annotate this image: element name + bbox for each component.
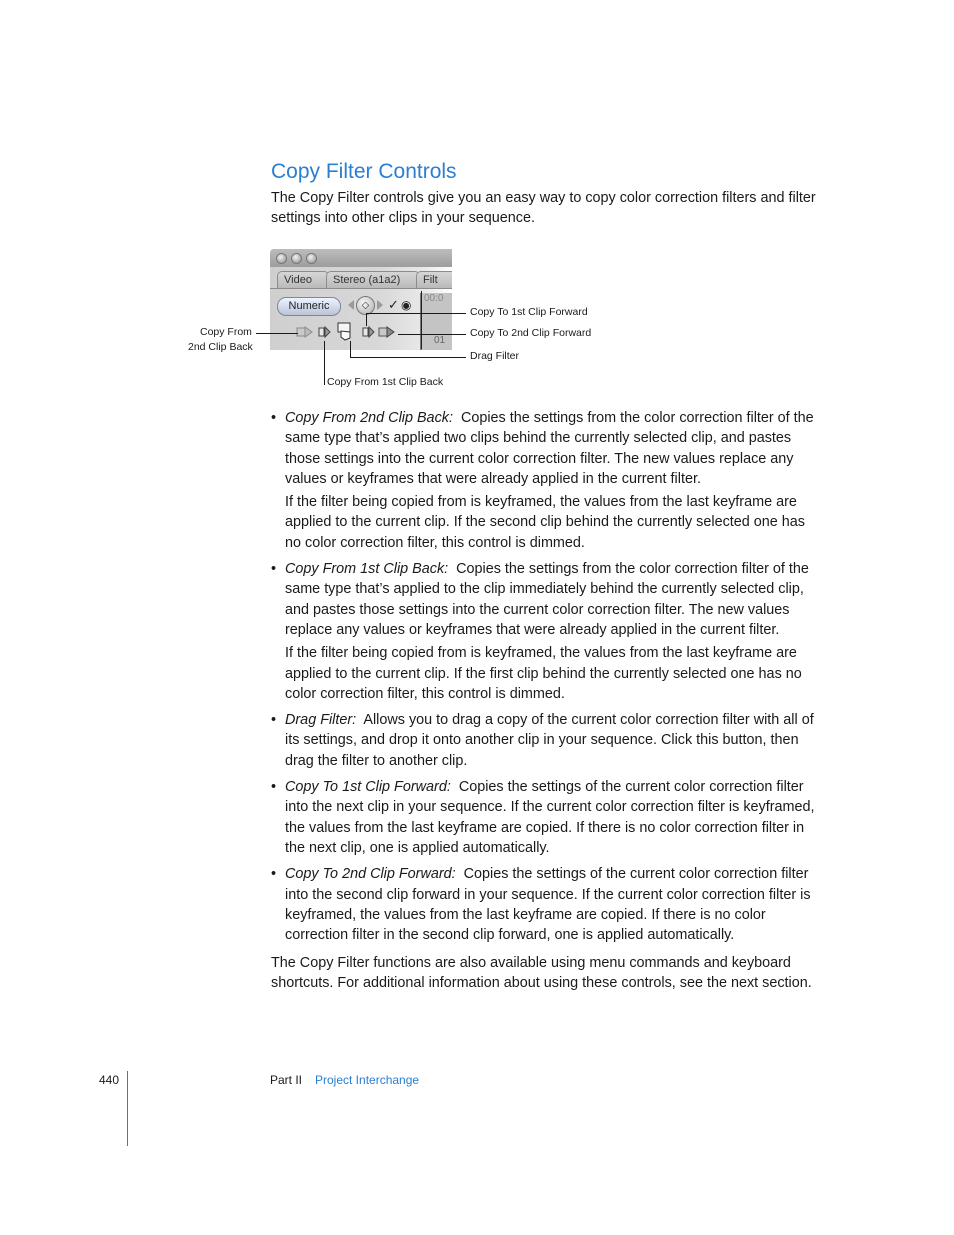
bullet-text: Copies the settings from the color correction filter of the same type that’s applied two clips behind the currently selected clip, and pastes those settings into the current color correction filter. The new values replace any values or keyframes that were already applied in the current filter. [285, 410, 814, 487]
leader-copy-to-1st-v [366, 313, 367, 326]
leader-drag-filter-v [350, 341, 351, 357]
callout-copy-from-2nd-line2: 2nd Clip Back [188, 341, 253, 353]
list-item [271, 559, 823, 704]
bullet-paragraph [285, 777, 823, 858]
bullet-term: Copy To 2nd Clip Forward: [285, 866, 456, 883]
section-heading: Copy Filter Controls [271, 160, 457, 183]
bullet-term: Copy From 2nd Clip Back: [285, 410, 453, 426]
list-item [271, 710, 823, 771]
bullet-paragraph [285, 710, 823, 771]
timecode-readout-2: 01 [434, 335, 446, 346]
bullet-glyph: • [271, 779, 277, 796]
bullet-term: Copy From 1st Clip Back: [285, 561, 449, 578]
bullet-term: Copy To 1st Clip Forward: [285, 779, 451, 796]
tab-stereo[interactable]: Stereo (a1a2) [326, 271, 420, 289]
closing-paragraph: The Copy Filter functions are also available using menu commands and keyboard shortcuts. For additional information about using these controls, see the next section. [271, 955, 812, 992]
leader-copy-to-1st-h [366, 313, 466, 314]
bullet-text: Allows you to drag a copy of the current color correction filter with all of its settings, and drop it onto another clip in your sequence. Click this button, then drag the filter to another clip. [285, 712, 814, 769]
callout-copy-from-1st: Copy From 1st Clip Back [327, 376, 444, 388]
playhead [421, 291, 422, 349]
callout-drag-filter: Drag Filter [470, 350, 520, 362]
leader-copy-to-2nd [398, 334, 466, 335]
leader-drag-filter-h [350, 357, 466, 358]
bullet-term: Drag Filter: [285, 712, 357, 729]
bullet-text: Copies the settings from the color correction filter of the same type that’s applied to the clip immediately behind the currently selected clip, and pastes those settings into the current color correction filter. The new values replace any values or keyframes that were already applied in the current filter. [285, 561, 809, 638]
bullet-text: Copies the settings of the current color correction filter into the second clip forward in your sequence. If the current color correction filter is keyframed, the values from the last keyframe are copied. If there is no color correction filter in the second clip forward, one is applied automatically. [285, 866, 811, 944]
callout-copy-to-2nd: Copy To 2nd Clip Forward [470, 327, 592, 339]
part-label: Part II [270, 1073, 303, 1087]
tab-filters[interactable]: Filt [416, 271, 452, 289]
list-item [271, 408, 823, 553]
bullet-paragraph [285, 864, 823, 945]
minimize-window-button[interactable] [291, 253, 302, 264]
intro-paragraph: The Copy Filter controls give you an easy way to copy color correction filters and filter settings into other clips in your sequence. [271, 190, 816, 226]
bullet-glyph: • [271, 410, 277, 426]
copy-to-1st-forward-icon[interactable] [362, 325, 375, 339]
list-item [271, 864, 823, 945]
leader-copy-from-2nd [256, 333, 298, 334]
copy-from-1st-back-icon[interactable] [318, 325, 331, 339]
tab-video[interactable]: Video [277, 271, 329, 289]
bullet-paragraph [285, 559, 823, 640]
eye-icon[interactable]: ◉ [401, 298, 412, 312]
bullet-extra: If the filter being copied from is keyframed, the values from the last keyframe are applied to the current clip. If the first clip behind the currently selected one has no color correction filter, this control is dimmed. [285, 645, 802, 702]
bullet-glyph: • [271, 866, 277, 883]
bullet-extra: If the filter being copied from is keyframed, the values from the last keyframe are applied to the current clip. If the second clip behind the currently selected one has no color correction filter, this control is dimmed. [285, 494, 805, 551]
leader-copy-from-1st [324, 341, 325, 385]
keyframe-icon[interactable]: ◇ [356, 296, 375, 315]
list-item [271, 777, 823, 858]
next-keyframe-icon[interactable] [377, 300, 383, 310]
footer-rule [127, 1071, 128, 1146]
tab-divider [270, 288, 452, 289]
part-title-link[interactable]: Project Interchange [315, 1073, 420, 1087]
checkmark-icon[interactable]: ✓ [388, 297, 399, 312]
zoom-window-button[interactable] [306, 253, 317, 264]
timecode-readout: 00:0 [424, 293, 444, 304]
numeric-button[interactable]: Numeric [277, 297, 341, 316]
timeline-area [420, 293, 452, 350]
bullet-paragraph [285, 408, 823, 489]
bullet-glyph: • [271, 561, 277, 578]
bullet-text: Copies the settings of the current color correction filter into the next clip in your sequence. If the current color correction filter is keyframed, the values from the last keyframe are copied. If there is no color correction filter in the next clip, one is applied automatically. [285, 779, 815, 856]
close-window-button[interactable] [276, 253, 287, 264]
drag-filter-icon[interactable] [336, 321, 354, 341]
bullet-glyph: • [271, 712, 277, 729]
copy-filter-bullet-list [271, 408, 823, 951]
page-number: 440 [99, 1073, 120, 1087]
copy-to-2nd-forward-icon[interactable] [378, 325, 391, 339]
previous-keyframe-icon[interactable] [348, 300, 354, 310]
callout-copy-from-2nd-line1: Copy From [200, 326, 252, 338]
copy-from-2nd-back-icon[interactable] [296, 325, 309, 339]
callout-copy-to-1st: Copy To 1st Clip Forward [470, 306, 588, 318]
